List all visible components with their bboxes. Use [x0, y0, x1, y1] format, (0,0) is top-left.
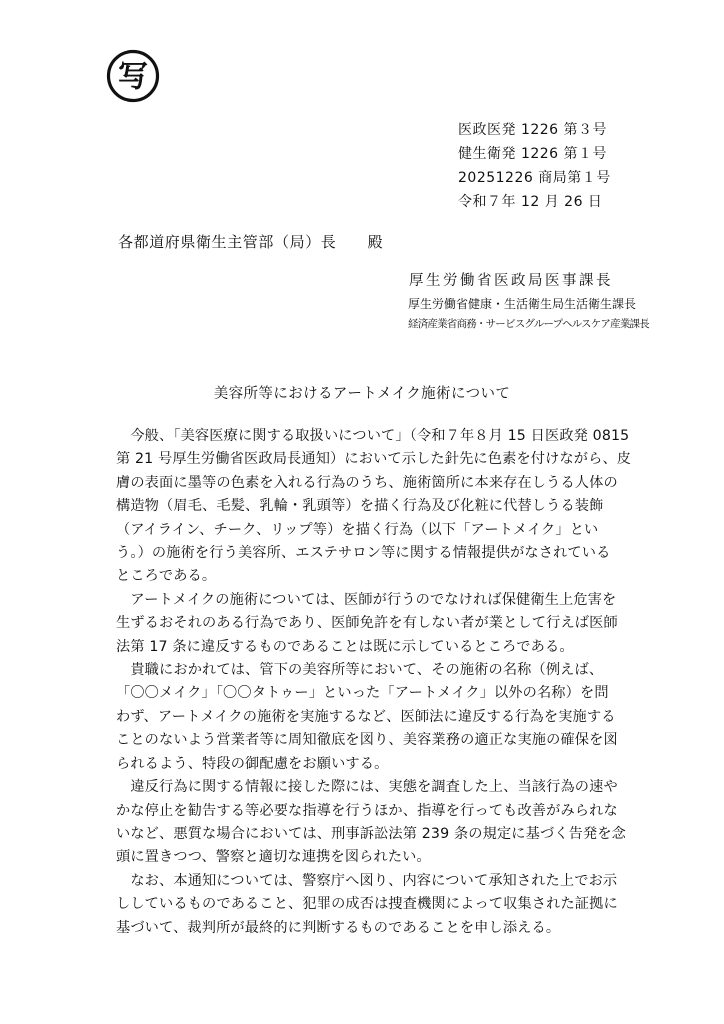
reference-number-2: 健生衛発 1226 第１号: [458, 146, 608, 162]
sender-block: [408, 270, 708, 334]
text-line: 頭に置きつつ、警察と適切な連携を図られたい。: [116, 849, 431, 866]
text-line: 違反行為に関する情報に接した際には、実態を調査した上、当該行為の速や: [116, 779, 618, 796]
text-line: 第 21 号厚生労働省医政局長通知）において示した針先に色素を付けながら、皮: [116, 451, 632, 468]
paragraph-note: [116, 870, 626, 940]
stamp-glyph: 写: [118, 59, 148, 95]
sender-meti-healthcare-industries: 経済産業省商務・サービスグループヘルスケア産業課長: [408, 318, 649, 330]
issue-date: 令和７年 12 月 26 日: [458, 194, 603, 210]
paragraph-intro: [116, 425, 632, 589]
document-title: 美容所等におけるアートメイク施術について: [213, 386, 511, 402]
sender-mhlw-medical-affairs: 厚生労働省医政局医事課長: [409, 273, 613, 289]
text-line: 生ずるおそれのある行為であり、医師免許を有しない者が業として行えば医師: [116, 615, 618, 632]
copy-stamp-icon: [106, 49, 160, 103]
text-line: 法第 17 条に違反するものであることは既に示しているところである。: [116, 638, 574, 655]
text-line: かな停止を勧告する等必要な指導を行うほか、指導を行っても改善がみられな: [116, 802, 618, 819]
text-line: いなど、悪質な場合においては、刑事訴訟法第 239 条の規定に基づく告発を念: [116, 825, 626, 842]
text-line: アートメイクの施術については、医師が行うのでなければ保健衛生上危害を: [116, 591, 617, 608]
reference-number-1: 医政医発 1226 第３号: [458, 122, 608, 138]
copy-stamp-svg: [106, 49, 160, 103]
text-line: 基づいて、裁判所が最終的に判断するものであることを申し添える。: [116, 919, 561, 936]
text-line: 貴職におかれては、管下の美容所等において、その施術の名称（例えば、: [116, 662, 604, 679]
text-line: ししているものであること、犯罪の成否は捜査機関によって収集された証拠に: [116, 896, 618, 913]
text-line: なお、本通知については、警察庁へ図り、内容について承知された上でお示: [116, 872, 618, 889]
text-line: う。）の施術を行う美容所、エステサロン等に関する情報提供がなされている: [116, 545, 611, 562]
text-line: （アイライン、チーク、リップ等）を描く行為（以下「アートメイク」とい: [116, 521, 599, 538]
text-line: られるよう、特段の御配慮をお願いする。: [116, 755, 389, 772]
paragraph-request: [116, 659, 626, 776]
text-line: わず、アートメイクの施術を実施するなど、医師法に違反する行為を実施する: [116, 708, 616, 725]
text-line: 膚の表面に墨等の色素を入れる行為のうち、施術箇所に本来存在しうる人体の: [116, 474, 618, 491]
sender-mhlw-environmental-health: 厚生労働省健康・生活衛生局生活衛生課長: [408, 297, 637, 311]
text-line: ことのないよう営業者等に周知徹底を図り、美容業務の適正な実施の確保を図: [116, 732, 618, 749]
text-line: 今般、「美容医療に関する取扱いについて」（令和７年８月 15 日医政発 0815: [116, 428, 630, 444]
addressee: 各都道府県衛生主管部（局）長 殿: [118, 233, 384, 251]
text-line: ところである。: [116, 568, 217, 585]
text-line: 「〇〇メイク」「〇〇タトゥー」といった「アートメイク」以外の名称）を問: [116, 685, 609, 702]
reference-number-3: 20251226 商局第１号: [458, 170, 611, 186]
paragraph-enforcement: [116, 776, 626, 870]
document-body: [116, 425, 632, 940]
paragraph-legal-basis: [116, 589, 626, 659]
text-line: 構造物（眉毛、毛髪、乳輪・乳頭等）を描く行為及び化粧に代替しうる装飾: [116, 498, 604, 515]
reference-number-block: [458, 118, 708, 214]
